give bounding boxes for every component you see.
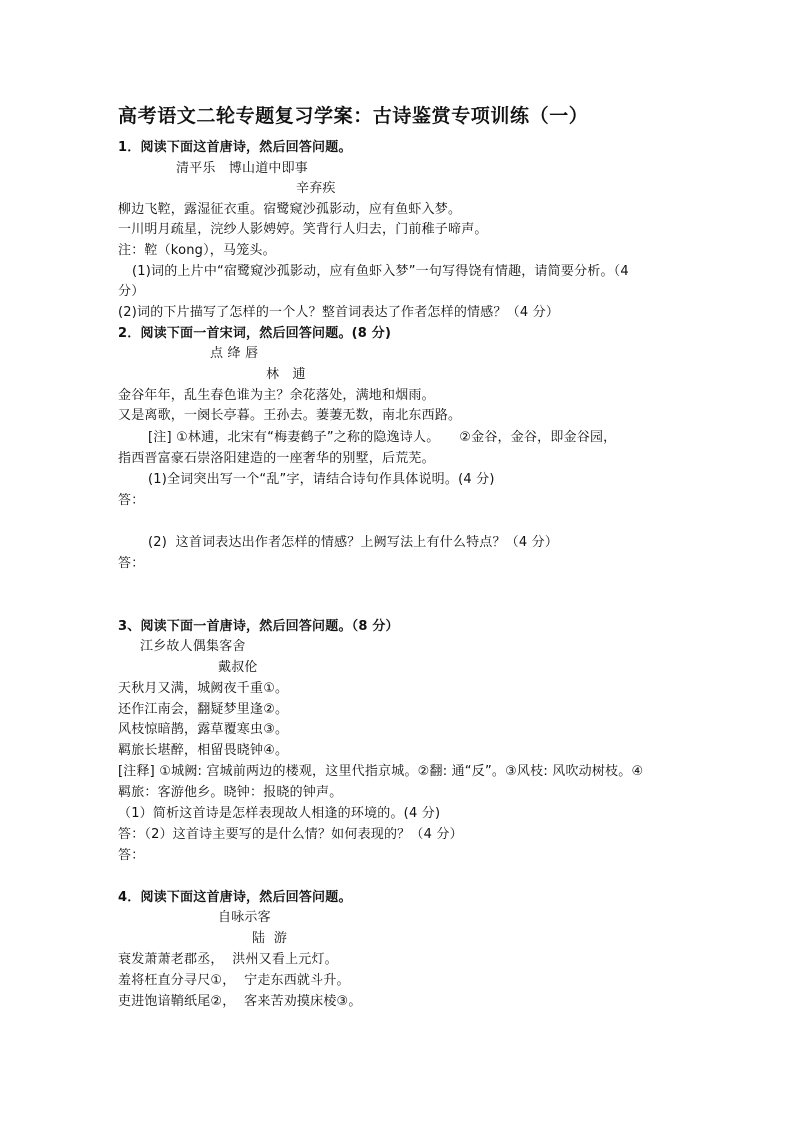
q2-author: 林 逋	[266, 367, 306, 382]
q3-note-cont: 羁旅：客游他乡。晓钟：报晓的钟声。	[118, 785, 343, 800]
q2-answer-1: 答：	[118, 493, 145, 508]
q2-answer-2: 答：	[118, 556, 145, 571]
q2-poem-title: 点 绛 唇	[210, 346, 259, 361]
q1-poem-line: 一川明月疏星，浣纱人影娉婷。笑背行人归去，门前稚子啼声。	[118, 222, 488, 237]
q2-poem-line: 金谷年年，乱生春色谁为主？余花落处，满地和烟雨。	[118, 388, 435, 403]
q3-poem-line: 天秋月又满，城阙夜千重①。	[118, 681, 289, 696]
q3-heading: 3、阅读下面一首唐诗，然后回答问题。（8 分）	[118, 619, 399, 634]
q4-poem-title: 自咏示客	[218, 910, 271, 925]
q2-subquestion-2: (2) 这首词表达出作者怎样的情感？上阙写法上有什么特点？（4 分）	[148, 535, 559, 550]
q4-poem-line: 吏进饱谙鞘纸尾②， 客来苦劝摸床棱③。	[118, 994, 362, 1009]
q4-author: 陆 游	[252, 931, 288, 946]
q1-poem-line: 柳边飞鞚，露湿征衣重。宿鹭窥沙孤影动，应有鱼虾入梦。	[118, 202, 462, 217]
q3-poem-line: 羁旅长堪醉，相留畏晓钟④。	[118, 743, 289, 758]
q3-poem-title: 江乡故人偶集客舍	[140, 639, 246, 654]
q3-poem-line: 风枝惊暗鹊，露草覆寒虫③。	[118, 722, 289, 737]
q1-subquestion-1: (1)词的上片中“宿鹭窥沙孤影动，应有鱼虾入梦”一句写得饶有情趣，请简要分析。（4	[132, 264, 629, 279]
q4-poem-line: 衰发萧萧老郡丞， 洪州又看上元灯。	[118, 952, 338, 967]
q3-poem-line: 还作江南会，翻疑梦里逢②。	[118, 702, 289, 717]
q2-poem-line: 又是离歌，一阕长亭暮。王孙去。萋萋无数，南北东西路。	[118, 408, 462, 423]
q1-poem-title: 清平乐 博山道中即事	[176, 161, 309, 176]
q3-answer-1-and-subquestion-2: 答：（2）这首诗主要写的是什么情？如何表现的？（4 分）	[118, 827, 463, 842]
q1-subquestion-1-cont: 分）	[118, 284, 145, 299]
q3-answer-2: 答：	[118, 848, 145, 863]
q2-heading: 2．阅读下面一首宋词，然后回答问题。(8 分)	[118, 326, 392, 341]
q2-subquestion-1: (1)全词突出写一个“乱”字，请结合诗句作具体说明。(4 分)	[148, 472, 495, 487]
q2-note: [注] ①林逋，北宋有“梅妻鹤子”之称的隐逸诗人。 ②金谷，金谷，即金谷园，	[148, 430, 617, 445]
q1-subquestion-2: (2)词的下片描写了怎样的一个人？整首词表达了作者怎样的情感？（4 分）	[118, 305, 560, 320]
q4-poem-line: 羞将枉直分寻尺①， 宁走东西就斗升。	[118, 973, 350, 988]
q1-note: 注：鞚（kong），马笼头。	[118, 243, 276, 258]
q4-heading: 4．阅读下面这首唐诗，然后回答问题。	[118, 890, 352, 905]
q3-author: 戴叔伦	[218, 660, 258, 675]
q2-note-cont: 指西晋富豪石崇洛阳建造的一座奢华的别墅，后荒芜。	[118, 451, 435, 466]
q3-subquestion-1: （1）简析这首诗是怎样表现故人相逢的环境的。(4 分)	[118, 806, 441, 821]
q1-heading: 1．阅读下面这首唐诗，然后回答问题。	[118, 140, 352, 155]
q1-author: 辛弃疾	[296, 181, 336, 196]
page-title: 高考语文二轮专题复习学案：古诗鉴赏专项训练（一）	[118, 105, 589, 127]
q3-note: [注释] ①城阙: 宫城前两边的楼观，这里代指京城。②翻: 通“反”。③风枝: 风吹动树枝。④	[118, 764, 644, 779]
